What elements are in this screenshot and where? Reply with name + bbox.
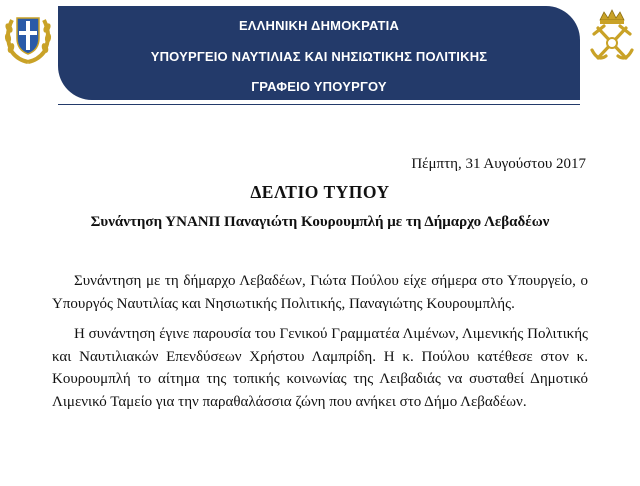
header-office: ΓΡΑΦΕΙΟ ΥΠΟΥΡΓΟΥ xyxy=(251,79,387,94)
document-body xyxy=(52,270,588,421)
document-subtitle: Συνάντηση ΥΝΑΝΠ Παναγιώτη Κουρουμπλή με τη Δήμαρχο Λεβαδέων xyxy=(90,214,550,230)
document-date: Πέμπτη, 31 Αυγούστου 2017 xyxy=(411,156,586,172)
header-divider xyxy=(58,104,580,105)
anchor-crest-icon xyxy=(586,6,638,66)
header-banner xyxy=(58,6,580,100)
greek-coat-of-arms-icon xyxy=(2,6,54,66)
header-country: ΕΛΛΗΝΙΚΗ ΔΗΜΟΚΡΑΤΙΑ xyxy=(238,18,400,33)
header-ministry: ΥΠΟΥΡΓΕΙΟ ΝΑΥΤΙΛΙΑΣ ΚΑΙ ΝΗΣΙΩΤΙΚΗΣ ΠΟΛΙΤΙΚΗΣ xyxy=(150,49,488,64)
document-title: ΔΕΛΤΙΟ ΤΥΠΟΥ xyxy=(250,182,390,202)
body-paragraph: Συνάντηση με τη δήμαρχο Λεβαδέων, Γιώτα Πούλου είχε σήμερα στο Υπουργείο, ο Υπουργός Ναυτιλίας και Νησιωτικής Πολιτικής, Παναγιώτης Κουρουμπλής. xyxy=(52,273,588,312)
body-paragraph: Η συνάντηση έγινε παρουσία του Γενικού Γραμματέα Λιμένων, Λιμενικής Πολιτικής και Ναυτιλιακών Επενδύσεων Χρήστου Λαμπρίδη. Η κ. Πούλου κατέθεσε στον κ. Κουρουμπλή το αίτημα της τοπικής κοινωνίας της Λειβαδιάς να συσταθεί Δημοτικό Λιμενικό Ταμείο για την παραθαλάσσια ζώνη που ανήκει στο Δήμο Λεβαδέων. xyxy=(52,326,588,410)
letterhead xyxy=(0,0,640,112)
